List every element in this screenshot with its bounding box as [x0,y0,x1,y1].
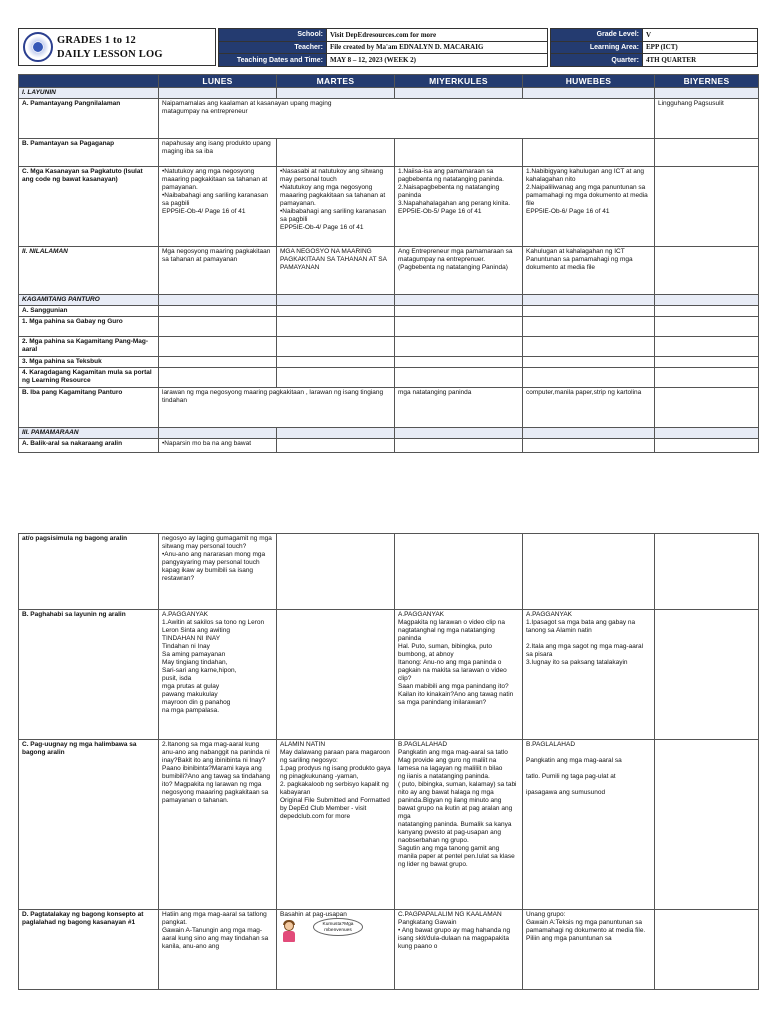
label-layunin: I. LAYUNIN [19,88,159,99]
day-martes: MARTES [277,75,395,88]
label-mag-aaral: 2. Mga pahina sa Kagamitang Pang-Mag-aaral [19,337,159,357]
label-iba-pang: B. Iba pang Kagamitang Panturo [19,388,159,428]
cell-pagtatalakay-martes [277,910,395,990]
deped-seal-icon [23,32,53,62]
dates-label: Teaching Dates and Time: [219,54,327,67]
cell-nilalaman-martes: MGA NEGOSYO NA MAARING PAGKAKITAAN SA TAHANAN AT SA PAMAYANAN [277,247,395,295]
row-teksbuk [19,357,759,368]
cell-paghahabi-huwebes: A.PAGGANYAK 1.Ipasagot sa mga bata ang gabay na tanong sa Alamin natin 2.Itala ang mga sagot ng mga mag-aaral sa pisara 3.Iugnay ito sa paksang tatalakayin [523,610,655,740]
cell-pagtatalakay-miyerkules: C.PAGPAPALALIM NG KAALAMAN Pangkatang Gawain • Ang bawat grupo ay mag hahanda ng isang skit/dula-dulaan na magpapakita kung paano o [395,910,523,990]
row-sanggunian [19,306,759,317]
row-iba-pang [19,388,759,428]
row-nilalaman [19,247,759,295]
label-pangnilalaman: A. Pamantayang Pangnilalaman [19,99,159,139]
row-pagtatalakay [19,910,759,990]
day-huwebes: HUWEBES [523,75,655,88]
area-value: EPP (ICT) [643,41,758,54]
cell-balik-aral-lunes: •Naparsin mo ba na ang bawat [159,439,277,453]
school-label: School: [219,29,327,42]
cell-paghahabi-lunes: A.PAGGANYAK 1.Awitin at sakilos sa tono ng Leron Leron Sinta ang awiting TINDAHAN NI INAY Tindahan ni Inay Sa aming pamayanan May tingiang tindahan, Sari-sari ang karne,hipon, pusit, isda mga prutas at gulay pawang makukulay mayroon din g panahog na mga pampalasa. [159,610,277,740]
cell-pagkatuto-huwebes: 1.Nabibigyang kahulugan ang ICT at ang kahalagahan nito 2.Naipaliliwanag ang mga panuntunan sa pamamahagi ng mga dokumento at media file EPP5IE-Ob-6/ Page 16 of 41 [523,167,655,247]
label-balik-aral: A. Balik-aral sa nakaraang aralin [19,439,159,453]
cell-pagtatalakay-huwebes: Unang grupo: Gawain A:Teksis ng mga panuntunan sa pamamahagi ng dokumento at media file. Piliin ang mga panuntunan sa [523,910,655,990]
cell-pag-uugnay-martes: ALAMIN NATIN May dalawang paraan para magaroon ng sariling negosyo: 1.pag prodyus ng isang produkto gaya ng pinagkukunang -yaman, 2. pagkakaloob ng serbisyo kapalit ng kabayaran Original File Submitted and Formatted by DepEd Club Member - visit depedclub.com for more [277,740,395,910]
row-balik-aral [19,439,759,453]
label-pagtatalakay: D. Pagtatalakay ng bagong konsepto at paglalahad ng bagong kasanayan #1 [19,910,159,990]
label-gabay: 1. Mga pahina sa Gabay ng Guro [19,317,159,337]
day-miyerkules: MIYERKULES [395,75,523,88]
lesson-table-1 [18,74,759,453]
row-gabay [19,317,759,337]
logo-line1: GRADES 1 to 12 [57,35,136,46]
area-label: Learning Area: [551,41,643,54]
days-header-row [19,75,759,88]
quarter-value: 4TH QUARTER [643,54,758,67]
cell-iba-pang-miyerkules: mga natatanging paninda [395,388,523,428]
label-pagganap: B. Pamantayan sa Pagaganap [19,139,159,167]
dll-header [18,28,758,66]
row-layunin [19,88,759,99]
dates-value: MAY 8 – 12, 2023 (WEEK 2) [327,54,548,67]
label-pamamaraan: III. PAMAMARAAN [19,428,159,439]
label-balik-aral-cont: at/o pagsisimula ng bagong aralin [19,534,159,610]
row-pagganap [19,139,759,167]
label-paghahabi: B. Paghahabi sa layunin ng aralin [19,610,159,740]
cell-balik-aral-cont-lunes: negosyo ay laging gumagamit ng mga sitwang may personal touch? •Anu-ano ang nararasan mong mga pangyayaring may personal touch kapag ikaw ay bumibili sa isang restawran? [159,534,277,610]
teacher-label: Teacher: [219,41,327,54]
day-lunes: LUNES [159,75,277,88]
grade-label: Grade Level: [551,29,643,42]
cell-pagtatalakay-lunes: Hatiin ang mga mag-aaral sa tatlong pangkat. Gawain A-Tanungin ang mga mag-aaral kung sino ang may tindahan sa kanila, anu-ano ang [159,910,277,990]
cell-pangnilalaman-lunes: Naipamamalas ang kaalaman at kasanayan upang maging matagumpay na entrepreneur [159,99,655,139]
teacher-value: File created by Ma'am EDNALYN D. MACARAIG [327,41,548,54]
day-biyernes: BIYERNES [655,75,759,88]
cell-iba-pang-lunes: larawan ng mga negosyong maaring pagkakitaan , larawan ng isang tingiang tindahan [159,388,395,428]
cell-nilalaman-miyerkules: Ang Entrepreneur mga pamamaraan sa matagumpay na entreprenuer. (Pagbebenta ng natatanging Paninda) [395,247,523,295]
label-teksbuk: 3. Mga pahina sa Teksbuk [19,357,159,368]
row-balik-aral-cont [19,534,759,610]
speech-bubble: Kumusta?Mga mbenvenues [313,918,363,936]
header-info-left [218,28,548,67]
row-kagamitan [19,295,759,306]
label-pag-uugnay: C. Pag-uugnay ng mga halimbawa sa bagong aralin [19,740,159,910]
school-value: Visit DepEdresources.com for more [327,29,548,42]
cell-pangnilalaman-biyernes: Lingguhang Pagsusulit [655,99,759,139]
cell-pagkatuto-miyerkules: 1.Naiisa-isa ang pamamaraan sa pagbebenta ng natatanging paninda. 2.Naisapagbebenta ng natatanging paninda 3.Napahahalagahan ang perang kinita. EPP5IE-Ob-5/ Page 16 of 41 [395,167,523,247]
label-karagdagang: 4. Karagdagang Kagamitan mula sa portal ng Learning Resource [19,368,159,388]
cell-nilalaman-lunes: Mga negosyong maaring pagkakitaan sa tahanan at pamayanan [159,247,277,295]
lesson-table-2 [18,533,759,990]
row-paghahabi [19,610,759,740]
days-header-blank [19,75,159,88]
grade-value: V [643,29,758,42]
cell-paghahabi-miyerkules: A.PAGGANYAK Magpakita ng larawan o video clip na nagtatanghal ng mga natatanging paninda Hal. Puto, suman, bibingka, puto bumbong, at abnoy Itanong: Anu-no ang mga paninda o pagkain na makita sa larawan o video clip? Saan mabibili ang mga panindang ito?Kailan ito kinakain?Ano ang tawag natin sa mga panindang inilarawan? [395,610,523,740]
label-sanggunian: A. Sanggunian [19,306,159,317]
cell-pag-uugnay-huwebes: B.PAGLALAHAD Pangkatin ang mga mag-aaral sa tatlo. Pumili ng taga pag-ulat at ipasagawa ang sumusunod [523,740,655,910]
cell-pagkatuto-martes: •Nasasabi at natutukoy ang sitwang may personal touch •Natutukoy ang mga negosyong maaaring pagkakitaan sa tahanan at pamayanan. •Naibabahagi ang sariling karanasan sa pagbili EPP5IE-Ob-4/ Page 16 of 41 [277,167,395,247]
cell-nilalaman-huwebes: Kahulugan at kahalagahan ng ICT Panuntunan sa pamamahagi ng mga dokumento at media file [523,247,655,295]
cell-iba-pang-huwebes: computer,manila paper,strip ng kartolina [523,388,655,428]
row-karagdagang [19,368,759,388]
logo-title [57,34,163,62]
cell-pag-uugnay-miyerkules: B.PAGLALAHAD Pangkatin ang mga mag-aaral sa tatlo Mag provide ang guro ng maliit na lamesa na lagayan ng maliliit n bilao ng iianis a natatanging paninda. ( puto, bibingka, suman, kalamay) sa tabi nito ay ang bawat halaga ng mga paninda.Bigyan ng ilang minuto ang bawat grupo na ikutin at pag aralan ang mga natatanging paninda. Bumalik sa kanya kanyang pwesto at pag-usapan ang naobserbahan ng grupo. Sagutin ang mga tanong gamit ang manila paper at pentel pen.Iulat sa klase ng lider ng bawat grupo. [395,740,523,910]
row-pag-uugnay [19,740,759,910]
row-pagkatuto [19,167,759,247]
row-pangnilalaman [19,99,759,139]
label-pagkatuto: C. Mga Kasanayan sa Pagkatuto (Isulat ang code ng bawat kasanayan) [19,167,159,247]
header-info-right [550,28,758,67]
girl-illustration-icon [280,921,298,943]
label-kagamitan: KAGAMITANG PANTURO [19,295,159,306]
cell-pagkatuto-lunes: •Natutukoy ang mga negosyong maaaring pagkakitaan sa tahanan at pamayanan. •Naibabahagi ang sariling karanasan sa pagbili EPP5IE-Ob-4/ Page 16 of 41 [159,167,277,247]
cell-pag-uugnay-lunes: 2.Itanong sa mga mag-aaral kung anu-ano ang nabanggit na paninda ni inay?Bakit ito ang ibinibinta ni Inay?Paano ibinibinta?Marami kaya ang bumibili?Ano ang tawag sa tindahang ito? Magpakita ng larawan ng mga negosyong maaaring pagkakitaan sa pamayanan o tahanan. [159,740,277,910]
row-mag-aaral [19,337,759,357]
pagtatalakay-martes-text: Basahin at pag-usapan [280,911,347,918]
label-nilalaman: II. NILALAMAN [19,247,159,295]
row-pamamaraan [19,428,759,439]
logo-box [18,28,216,66]
logo-line2: DAILY LESSON LOG [57,49,163,60]
cell-pagganap-lunes: napahusay ang isang produkto upang maging iba sa iba [159,139,277,167]
quarter-label: Quarter: [551,54,643,67]
